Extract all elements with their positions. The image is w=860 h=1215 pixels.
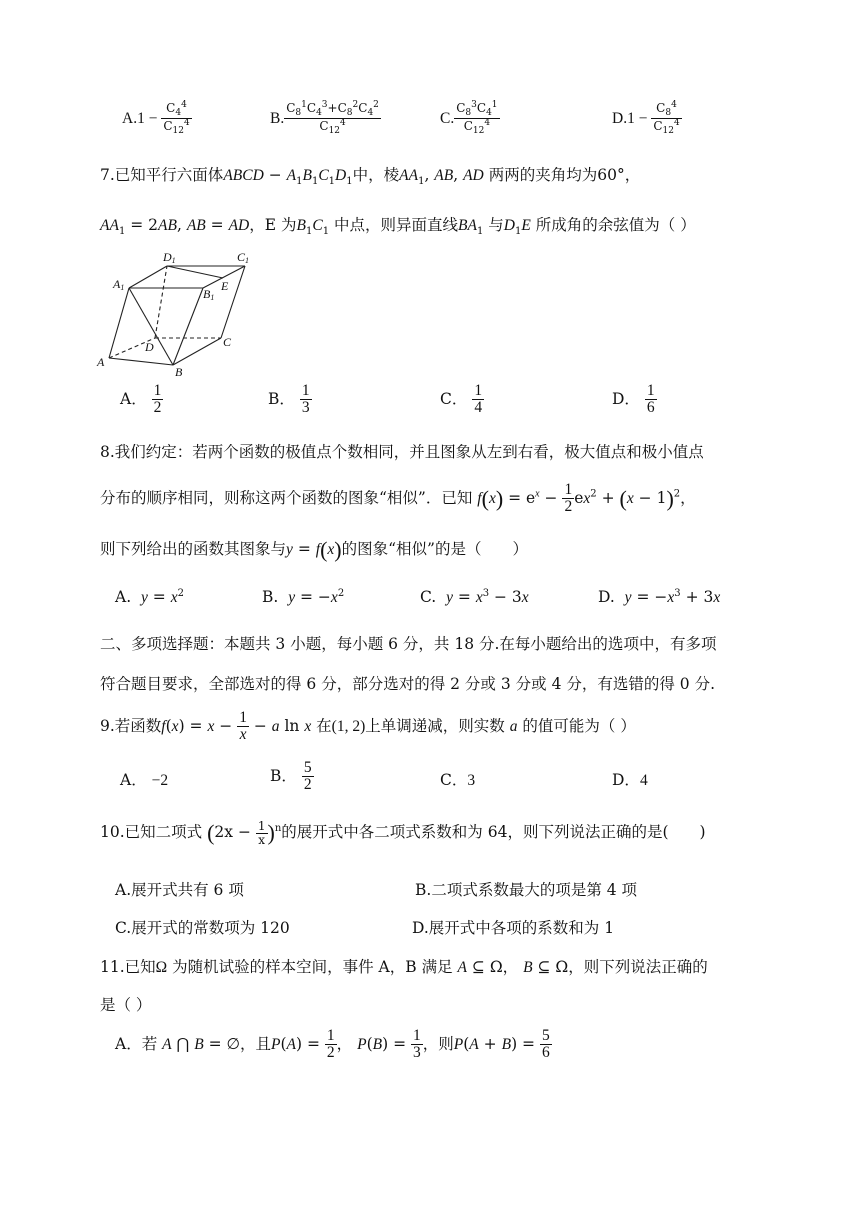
- q9-option-a: A． −2: [120, 771, 169, 789]
- q6-option-d: D.1 − $\frac{C_8^4}{C_{12}^4}$: [612, 100, 680, 137]
- q7-option-d: D． $\frac{1}{6}$: [612, 382, 655, 417]
- q7-stem-line1: 7.已知平行六面体ABCD − $A_1B_1C_1D_1$中，棱$AA_1$, AB, AD 两两的夹角均为60°，: [100, 166, 641, 188]
- q10-stem: 10.已知二项式 (2x − $\frac{1}{x}$ )$^n$的展开式中各二项式系数和为 64，则下列说法正确的是( ): [100, 819, 706, 847]
- q8-line2: 分布的顺序相同，则称这两个函数的图象“相似”．已知 $f(x) = e^x$ − $\frac{1}{2}$ $ex^2 + (x - 1)^2$，: [100, 481, 696, 516]
- section2-line1: 二、多项选择题：本题共 3 小题，每小题 6 分，共 18 分.在每小题给出的选项中，有多项: [100, 635, 717, 653]
- q7-option-a: A． $\frac{1}{2}$: [120, 382, 162, 417]
- label-d1: D1: [163, 250, 176, 265]
- q8-option-c: C. $y = x^3 - 3x$: [420, 588, 529, 607]
- parallelepiped-figure: [95, 248, 265, 378]
- q11-stem-line2: 是（ ）: [100, 996, 152, 1014]
- label-a1: A1: [113, 277, 125, 292]
- q8-option-b: B. $y = -x^2$: [262, 588, 345, 607]
- q8-option-a: A. $y = x^2$: [115, 588, 184, 607]
- q10-option-a: A.展开式共有 6 项: [115, 881, 244, 899]
- label-a: A: [97, 355, 105, 369]
- q8-option-d: D. $y = -x^3 + 3x$: [598, 588, 721, 607]
- q6-option-b: B. $\frac{C_8^1C_4^3+C_8^2C_4^2}{C_{12}^4}$: [270, 100, 379, 137]
- q6-option-c: C. $\frac{C_8^3C_4^1}{C_{12}^4}$: [440, 100, 498, 137]
- q9-option-b: B． $\frac{5}{2}$: [270, 759, 312, 794]
- q9-option-d: D．4: [612, 771, 648, 789]
- label-e: E: [221, 279, 229, 293]
- q7-option-c: C． $\frac{1}{4}$: [440, 382, 483, 417]
- label-c1: C1: [237, 250, 250, 265]
- label-d: D: [145, 340, 154, 354]
- label-b: B: [175, 365, 183, 378]
- q6-option-a: A.1 − $\frac{C_4^4}{C_{12}^4}$: [122, 100, 190, 137]
- q7-stem-line2: $AA_1 = 2AB$, AB = AD，E 为$B_1C_1$ 中点，则异面直线$BA_1$ 与$D_1E$ 所成角的余弦值为（ ）: [100, 216, 696, 238]
- q9-stem: 9.若函数f(x) = x − $\frac{1}{x}$ − a ln x 在(1, 2)上单调递减，则实数 a 的值可能为（ ）: [100, 709, 636, 744]
- q8-line3: 则下列给出的函数其图象与y = f(x)的图象“相似”的是（ ）: [100, 537, 528, 562]
- q9-option-c: C．3: [440, 771, 476, 789]
- label-b1: B1: [203, 287, 215, 302]
- label-c: C: [223, 335, 232, 349]
- q11-option-a: A．若 A ⋂ B = ∅，且P(A) = $\frac{1}{2}$ ， P(B) = $\frac{1}{3}$ ，则P(A + B) = $\frac{5}{6}$: [115, 1027, 550, 1062]
- section2-line2: 符合题目要求，全部选对的得 6 分，部分选对的得 2 分或 3 分或 4 分，有选错的得 0 分.: [100, 675, 716, 693]
- q11-stem-line1: 11.已知Ω 为随机试验的样本空间，事件 A，B 满足 A ⊆ Ω， B ⊆ Ω，则下列说法正确的: [100, 958, 708, 976]
- q8-line1: 8.我们约定：若两个函数的极值点个数相同，并且图象从左到右看，极大值点和极小值点: [100, 443, 704, 461]
- q7-option-b: B． $\frac{1}{3}$: [268, 382, 310, 417]
- q10-option-b: B.二项式系数最大的项是第 4 项: [415, 881, 638, 899]
- q10-option-c: C.展开式的常数项为 120: [115, 919, 290, 937]
- q10-option-d: D.展开式中各项的系数和为 1: [412, 919, 615, 937]
